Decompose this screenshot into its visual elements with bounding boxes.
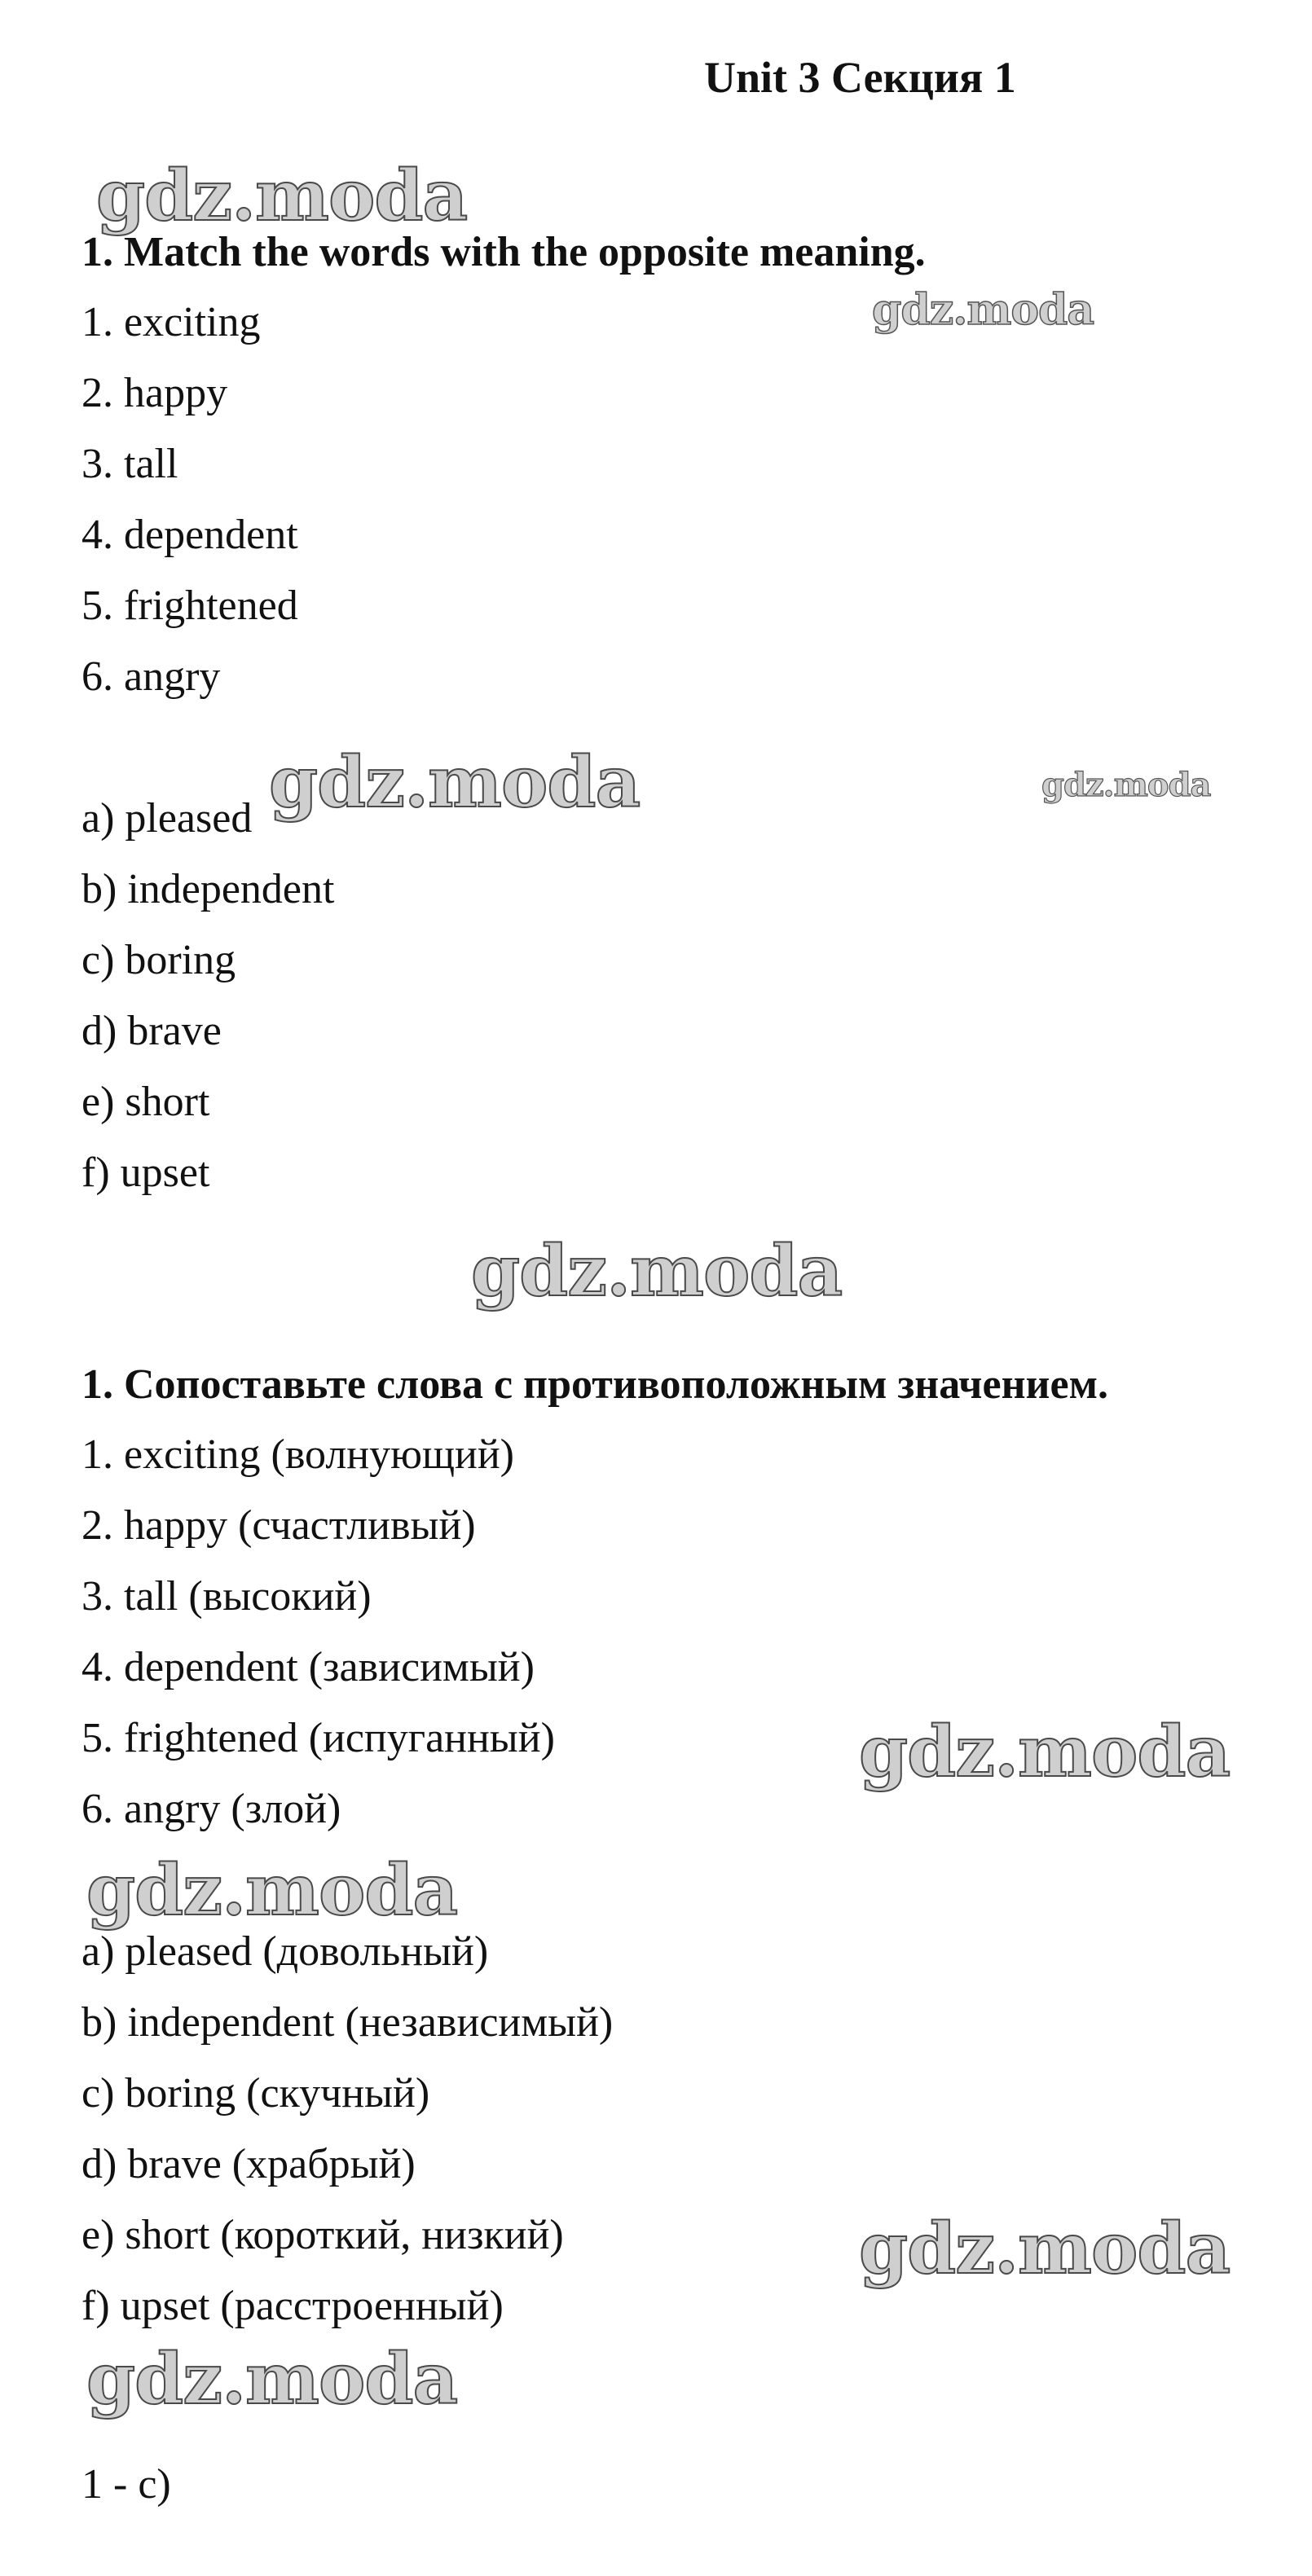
opposite-item: f) upset: [81, 1150, 210, 1196]
page-title: Unit 3 Секция 1: [704, 53, 1016, 102]
word-item: 3. tall (высокий): [81, 1573, 372, 1620]
word-item: 2. happy: [81, 370, 228, 416]
opposite-item: c) boring (скучный): [81, 2070, 430, 2117]
word-item: 1. exciting: [81, 299, 261, 345]
exercise-heading-ru: 1. Сопоставьте слова с противоположным значением.: [81, 1361, 1108, 1408]
opposite-item: c) boring: [81, 937, 236, 983]
opposite-item: a) pleased: [81, 795, 253, 842]
exercise-heading-en: 1. Match the words with the opposite meaning.: [81, 229, 926, 275]
watermark: gdz.moda: [86, 1849, 458, 1932]
word-item: 6. angry: [81, 653, 221, 700]
word-item: 2. happy (счастливый): [81, 1502, 476, 1549]
watermark: gdz.moda: [96, 155, 468, 237]
opposite-item: b) independent (независимый): [81, 1999, 614, 2046]
watermark: gdz.moda: [859, 2208, 1231, 2290]
watermark: gdz.moda: [269, 741, 641, 824]
opposite-item: d) brave (храбрый): [81, 2141, 416, 2187]
opposite-item: e) short: [81, 1079, 210, 1125]
word-item: 5. frightened: [81, 582, 298, 629]
word-item: 6. angry (злой): [81, 1786, 341, 1832]
opposite-item: d) brave: [81, 1008, 222, 1054]
watermark: gdz.moda: [1041, 766, 1211, 804]
word-item: 4. dependent (зависимый): [81, 1644, 535, 1690]
watermark: gdz.moda: [86, 2338, 458, 2420]
opposite-item: e) short (короткий, низкий): [81, 2212, 564, 2258]
word-item: 4. dependent: [81, 512, 298, 558]
word-item: 3. tall: [81, 441, 178, 487]
opposite-item: b) independent: [81, 866, 335, 912]
opposite-item: a) pleased (довольный): [81, 1928, 489, 1975]
watermark: gdz.moda: [859, 1711, 1231, 1793]
word-item: 1. exciting (волнующий): [81, 1431, 514, 1478]
answer-line: 1 - c): [81, 2461, 171, 2508]
opposite-item: f) upset (расстроенный): [81, 2283, 504, 2329]
word-item: 5. frightened (испуганный): [81, 1715, 555, 1761]
watermark: gdz.moda: [872, 285, 1094, 335]
watermark: gdz.moda: [471, 1230, 843, 1312]
